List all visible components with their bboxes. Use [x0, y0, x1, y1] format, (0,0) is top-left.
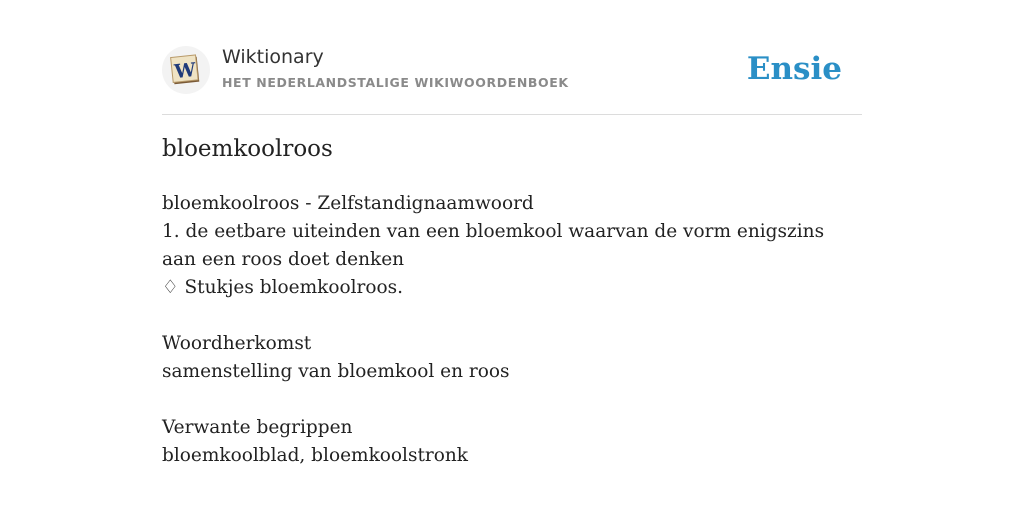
part-of-speech-line: bloemkoolroos - Zelfstandignaamwoord: [162, 193, 534, 214]
spacer: [162, 386, 862, 414]
etymology-heading: Woordherkomst: [162, 333, 312, 354]
entry-body: [162, 190, 862, 470]
etymology-text: samenstelling van bloemkool en roos: [162, 361, 510, 382]
logo-letter: W: [173, 59, 197, 84]
header: [162, 0, 862, 115]
spacer: [162, 302, 862, 330]
related-terms: bloemkoolblad, bloemkoolstronk: [162, 445, 469, 466]
definition: 1. de eetbare uiteinden van een bloemkool waarvan de vorm enigszins aan een roos doet denken: [162, 221, 825, 270]
site-subtitle: HET NEDERLANDSTALIGE WIKIWOORDENBOEK: [222, 75, 569, 90]
site-title[interactable]: Wiktionary: [222, 46, 324, 68]
example-sentence: ♢ Stukjes bloemkoolroos.: [162, 277, 404, 298]
wiktionary-tile-icon: [168, 52, 204, 88]
related-heading: Verwante begrippen: [162, 417, 353, 438]
page: [162, 0, 862, 512]
wiktionary-logo[interactable]: [162, 46, 210, 94]
ensie-brand-link[interactable]: Ensie: [746, 51, 842, 87]
page-title: bloemkoolroos: [162, 136, 333, 162]
